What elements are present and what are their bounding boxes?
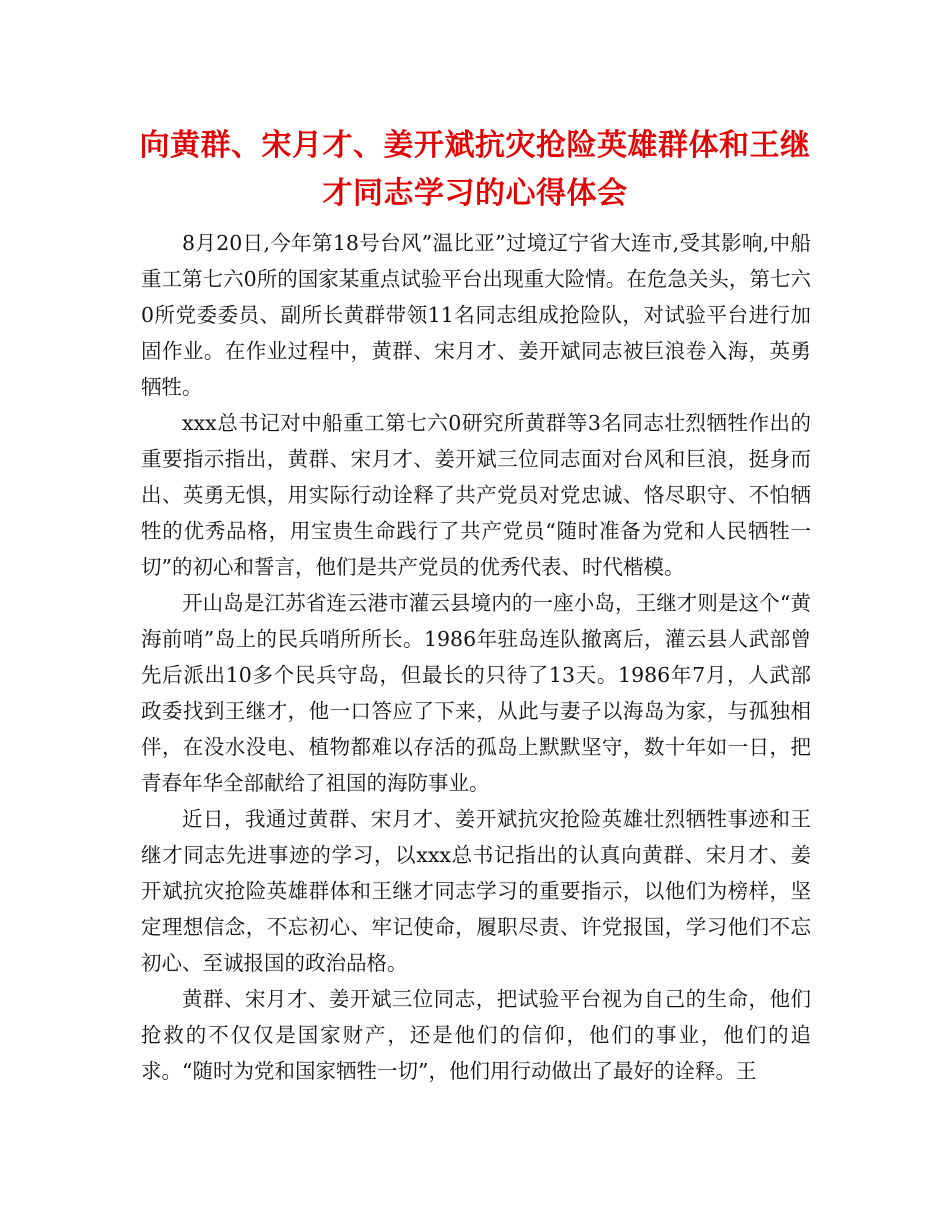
- paragraph-3: 开山岛是江苏省连云港市灌云县境内的一座小岛，王继才则是这个“黄海前哨”岛上的民兵哨所所长。1986年驻岛连队撤离后，灌云县人武部曾先后派出10多个民兵守岛，但最长的只待了13天。1986年7月，人武部政委找到王继才，他一口答应了下来，从此与妻子以海岛为家，与孤独相伴，在没水没电、植物都难以存活的孤岛上默默坚守，数十年如一日，把青春年华全部献给了祖国的海防事业。: [141, 591, 811, 795]
- paragraph-4: 近日，我通过黄群、宋月才、姜开斌抗灾抢险英雄壮烈牺牲事迹和王继才同志先进事迹的学习，以xxx总书记指出的认真向黄群、宋月才、姜开斌抗灾抢险英雄群体和王继才同志学习的重要指示，以他们为榜样，坚定理想信念，不忘初心、牢记使命，履职尽责、许党报国，学习他们不忘初心、至诚报国的政治品格。: [141, 807, 811, 975]
- document-title: 向黄群、宋月才、姜开斌抗灾抢险英雄群体和王继才同志学习的心得体会: [139, 128, 811, 211]
- document-body: [141, 225, 811, 1089]
- paragraph-5: 黄群、宋月才、姜开斌三位同志，把试验平台视为自己的生命，他们抢救的不仅仅是国家财产，还是他们的信仰，他们的事业，他们的追求。“随时为党和国家牺牲一切”，他们用行动做出了最好的诠释。王: [141, 987, 811, 1083]
- paragraph-2: xxx总书记对中船重工第七六0研究所黄群等3名同志壮烈牺牲作出的重要指示指出，黄群、宋月才、姜开斌三位同志面对台风和巨浪，挺身而出、英勇无惧，用实际行动诠释了共产党员对党忠诚、恪尽职守、不怕牺牲的优秀品格，用宝贵生命践行了共产党员“随时准备为党和人民牺牲一切”的初心和誓言，他们是共产党员的优秀代表、时代楷模。: [141, 411, 811, 579]
- paragraph-1: 8月20日,今年第18号台风”温比亚”过境辽宁省大连市,受其影响,中船重工第七六0所的国家某重点试验平台出现重大险情。在危急关头，第七六0所党委委员、副所长黄群带领11名同志组成抢险队，对试验平台进行加固作业。在作业过程中，黄群、宋月才、姜开斌同志被巨浪卷入海，英勇牺牲。: [141, 231, 811, 399]
